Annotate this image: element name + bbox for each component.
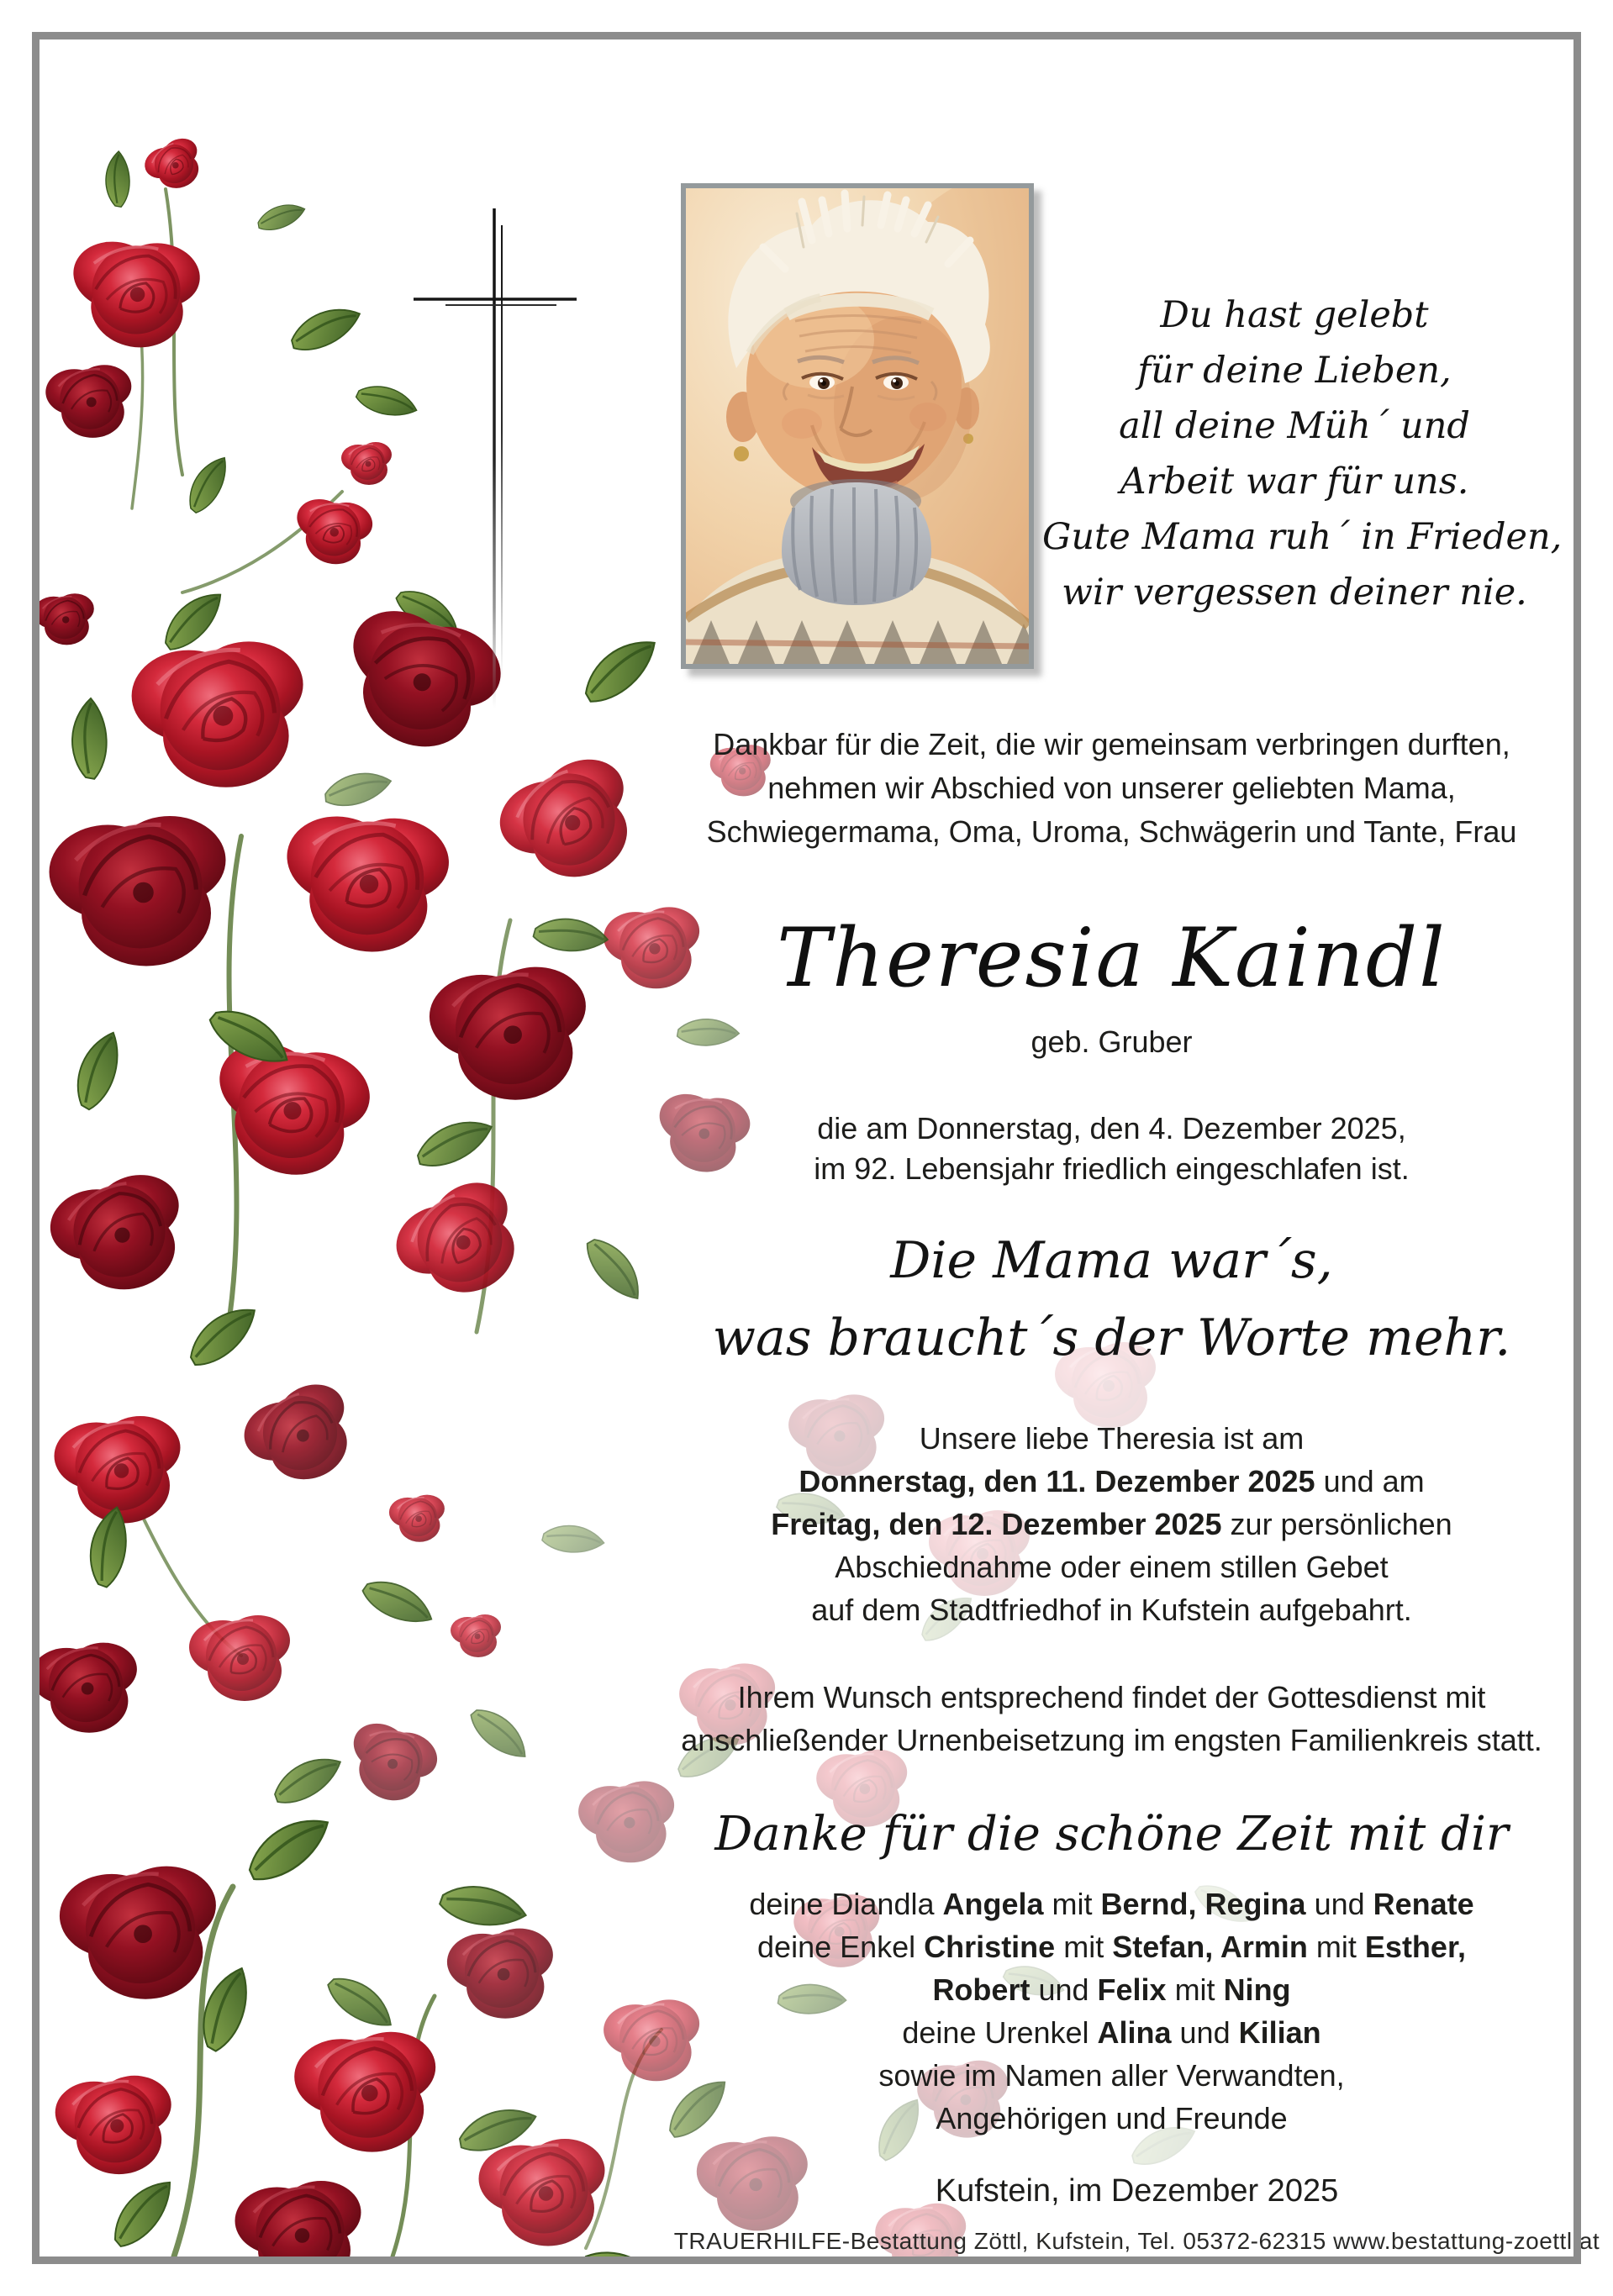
rose-leaf (240, 1810, 340, 1886)
rose-leaf (324, 771, 393, 808)
text-segment: Ihrem Wunsch entsprechend findet der Gottesdienst mit (737, 1680, 1486, 1714)
farewell-verse (1042, 287, 1563, 620)
deceased-name: Theresia Kaindl (777, 911, 1447, 1005)
rose-bloom (294, 2032, 435, 2152)
rose-leaf (268, 1751, 348, 1808)
turtleneck-collar (782, 479, 931, 605)
text-segment: zur persönlichen (1221, 1507, 1452, 1541)
emphasized-name: Bernd, Regina (1100, 1887, 1306, 1921)
rose-bloom (430, 967, 586, 1100)
text-line: all deine Müh´ und (1119, 405, 1470, 447)
thanks-headline: Danke für die schöne Zeit mit dir (714, 1807, 1509, 1862)
text-segment: auf dem Stadtfriedhof in Kufstein aufgebahrt. (811, 1593, 1412, 1627)
emphasized-name: Felix (1097, 1972, 1167, 2007)
rose-bloom (40, 593, 94, 645)
rose-leaf (179, 452, 239, 516)
text-segment: und am (1315, 1464, 1425, 1498)
text-segment: deine Urenkel (902, 2015, 1098, 2050)
emphasized-name: Robert (932, 1972, 1031, 2007)
rose-leaf (324, 1966, 398, 2041)
rose-leaf (413, 1115, 498, 1170)
text-line (639, 1925, 1584, 1968)
rose-bloom (382, 1171, 535, 1315)
text-line (639, 1417, 1584, 1460)
rose-bloom (479, 2139, 605, 2246)
rose-leaf (181, 1300, 266, 1371)
viewing-details (639, 1417, 1584, 1631)
rose-bloom (50, 816, 226, 966)
text-segment: Abschiednahme oder einem stillen Gebet (835, 1550, 1389, 1584)
rose-bloom (132, 641, 303, 787)
rose-bloom (62, 229, 205, 356)
service-details (639, 1676, 1584, 1761)
rose-leaf (577, 2237, 670, 2258)
rose-bloom (44, 1168, 192, 1301)
text-line (639, 1676, 1584, 1719)
rose-leaf (66, 697, 114, 781)
rose-bloom (197, 1024, 380, 1193)
text-line: Arbeit war für uns. (1120, 461, 1469, 503)
text-line: für deine Lieben, (1137, 350, 1452, 392)
rose-bloom (55, 2076, 171, 2174)
rose-bloom (488, 749, 649, 898)
memorial-cross (370, 176, 622, 731)
maiden-name: geb. Gruber (1031, 1024, 1193, 1059)
emphasized-name: Christine (924, 1930, 1056, 1964)
text-line (639, 1546, 1584, 1588)
text-line: Die Mama war´s, (890, 1231, 1333, 1290)
text-segment: Angehörigen und Freunde (936, 2101, 1288, 2135)
text-segment: mit (1043, 1887, 1101, 1921)
emphasized-name: Esther, (1364, 1930, 1466, 1964)
text-segment: mit (1307, 1930, 1365, 1964)
text-segment: und (1171, 2015, 1239, 2050)
text-segment: mit (1166, 1972, 1224, 2007)
text-line: Schwiegermama, Oma, Uroma, Schwägerin und Tante, Frau (706, 814, 1517, 849)
rose-bloom (189, 1615, 290, 1701)
rose-leaf (256, 202, 307, 232)
rose-bloom (235, 1376, 365, 1497)
emphasized-name: Alina (1097, 2015, 1172, 2050)
rose-leaf (155, 586, 233, 655)
text-line (639, 1719, 1584, 1761)
rose-leaf (359, 1569, 437, 1638)
text-line (639, 1588, 1584, 1631)
portrait-illustration (686, 188, 1029, 664)
mama-quote (639, 1222, 1584, 1377)
rose-bloom (140, 134, 208, 197)
emphasized-name: Stefan, Armin (1112, 1930, 1308, 1964)
rose-bloom (336, 1711, 445, 1814)
text-segment: Unsere liebe Theresia ist am (919, 1421, 1305, 1456)
rose-bloom (272, 800, 455, 963)
passing-details (639, 1109, 1584, 1189)
text-line (639, 1883, 1584, 1925)
text-segment: anschließender Urnenbeisetzung im engsten Familienkreis statt. (681, 1723, 1542, 1757)
portrait-photo (681, 183, 1034, 669)
text-line (639, 1503, 1584, 1546)
rose-leaf (64, 1027, 134, 1113)
text-line: wir vergessen deiner nie. (1062, 571, 1527, 613)
text-line (639, 2011, 1584, 2054)
text-segment: sowie im Namen aller Verwandten, (878, 2058, 1345, 2093)
emphasized-name: Renate (1373, 1887, 1474, 1921)
text-line: Gute Mama ruh´ in Frieden, (1042, 516, 1563, 558)
text-segment: deine Enkel (757, 1930, 925, 1964)
place-and-date: Kufstein, im Dezember 2025 (935, 2173, 1339, 2209)
rose-bloom (451, 1614, 501, 1657)
text-line: Du hast gelebt (1160, 294, 1429, 336)
rose-bloom (389, 1495, 445, 1542)
rose-leaf (532, 910, 611, 961)
text-line (639, 2054, 1584, 2097)
text-segment: mit (1055, 1930, 1113, 1964)
text-line: nehmen wir Abschied von unserer geliebten Mama, (767, 771, 1456, 805)
text-segment: und (1030, 1972, 1098, 2007)
emphasized-name: Donnerstag, den 11. Dezember 2025 (799, 1464, 1315, 1498)
rose-bloom (40, 1643, 137, 1733)
rose-bloom (60, 1867, 216, 1999)
text-line: im 92. Lebensjahr friedlich eingeschlafen ist. (814, 1151, 1410, 1186)
text-line (639, 1460, 1584, 1503)
emphasized-name: Freitag, den 12. Dezember 2025 (771, 1507, 1222, 1541)
funeral-home-footer: TRAUERHILFE-Bestattung Zöttl, Kufstein, Tel. 05372-62315 www.bestattung-zoettl.at (673, 2228, 1600, 2254)
emphasized-name: Kilian (1238, 2015, 1321, 2050)
text-line: Dankbar für die Zeit, die wir gemeinsam verbringen durften, (713, 727, 1510, 761)
rose-bloom (447, 1929, 553, 2019)
rose-bloom (235, 2181, 361, 2258)
text-line (639, 2097, 1584, 2140)
rose-leaf (101, 150, 134, 208)
rose-leaf (582, 1230, 646, 1310)
text-line (639, 1968, 1584, 2011)
earring (734, 446, 749, 461)
text-segment: deine Diandla (749, 1887, 943, 1921)
text-segment: und (1305, 1887, 1373, 1921)
text-line: was braucht´s der Worte mehr. (712, 1309, 1511, 1367)
emphasized-name: Angela (942, 1887, 1044, 1921)
intro-text (639, 723, 1584, 854)
rose-bloom (45, 365, 131, 438)
text-line: die am Donnerstag, den 4. Dezember 2025, (817, 1111, 1406, 1145)
rose-leaf (467, 1699, 533, 1770)
family-names (639, 1883, 1584, 2140)
emphasized-name: Ning (1223, 1972, 1291, 2007)
rose-leaf (102, 2173, 185, 2251)
rose-leaf (540, 1519, 606, 1561)
rose-leaf (287, 303, 366, 354)
